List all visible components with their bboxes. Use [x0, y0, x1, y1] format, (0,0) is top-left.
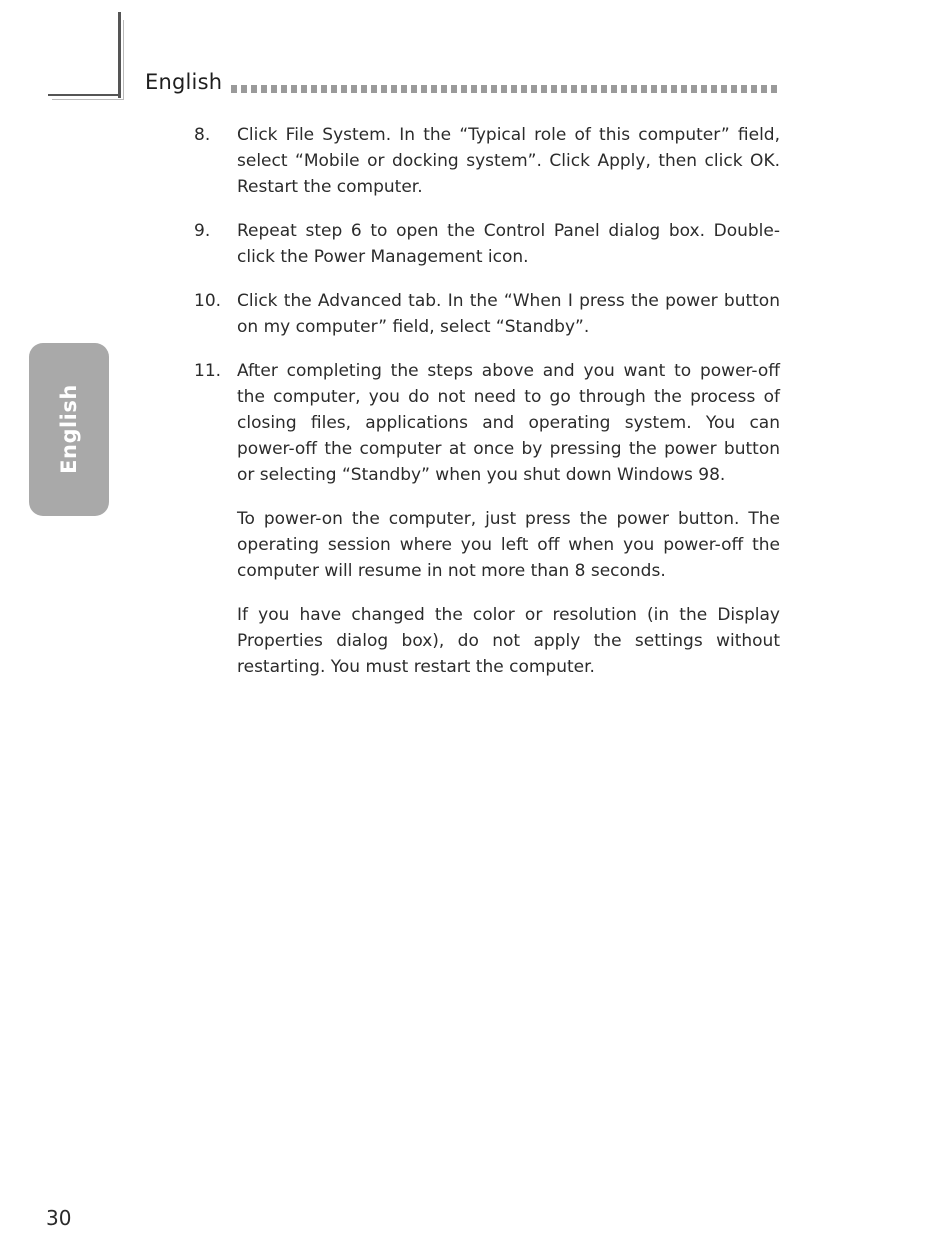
side-tab-label: English [57, 384, 81, 474]
crop-mark-vertical-shadow [123, 20, 124, 100]
step-item [190, 288, 780, 340]
step-text: Click the Advanced tab. In the “When I press the power button on my computer” field, select “Standby”. [237, 291, 780, 337]
crop-mark-horizontal-shadow [52, 99, 124, 100]
step-number: 11. [194, 361, 222, 381]
step-text: Repeat step 6 to open the Control Panel dialog box. Double-click the Power Management icon. [237, 221, 780, 267]
step-text: Click File System. In the “Typical role of this computer” field, select “Mobile or docking system”. Click Apply, then click OK. Restart the computer. [237, 125, 780, 197]
step-number: 8. [194, 125, 211, 145]
step-number: 10. [194, 291, 222, 311]
page-number: 30 [46, 1206, 72, 1230]
step-item [190, 358, 780, 488]
step-item [190, 218, 780, 270]
crop-mark-horizontal [48, 94, 120, 96]
paragraph: If you have changed the color or resolution (in the Display Properties dialog box), do not apply the settings without restarting. You must restart the computer. [237, 605, 780, 677]
step-number: 9. [194, 221, 211, 241]
main-content [190, 122, 780, 698]
crop-mark-vertical [118, 12, 121, 98]
step-text: After completing the steps above and you want to power-off the computer, you do not need to go through the process of closing files, applications and operating system. You can power-off the computer at once by pressing the power button or selecting “Standby” when you shut down Windows 98. [237, 361, 780, 485]
header-dotted-rule [231, 85, 779, 93]
paragraph: To power-on the computer, just press the power button. The operating session where you left off when you power-off the computer will resume in not more than 8 seconds. [237, 509, 780, 581]
header-title: English [145, 70, 223, 94]
step-item [190, 122, 780, 200]
